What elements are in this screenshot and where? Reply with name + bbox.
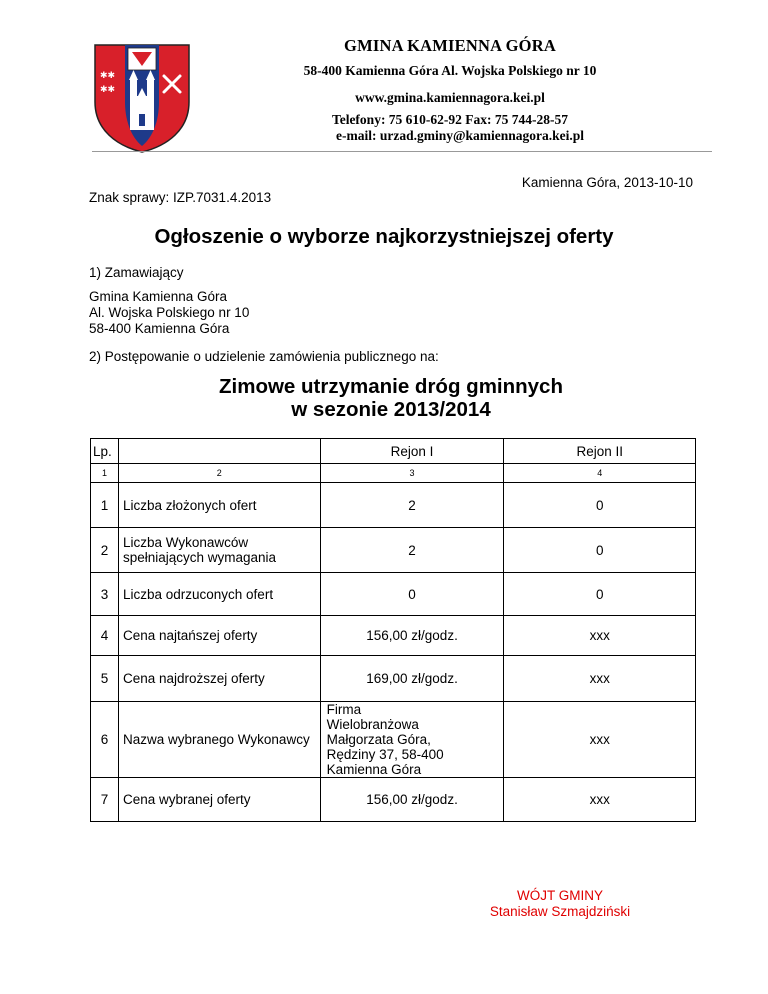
index-cell: 3 [320, 464, 504, 483]
table-index-row [91, 464, 696, 483]
municipality-address: 58-400 Kamienna Góra Al. Wojska Polskiego nr 10 [303, 63, 597, 78]
row-rejon-2: xxx [504, 702, 696, 778]
row-rejon-2: xxx [504, 778, 696, 822]
org-street: Al. Wojska Polskiego nr 10 [89, 305, 250, 320]
row-rejon-2: 0 [504, 573, 696, 616]
page-title: Ogłoszenie o wyborze najkorzystniejszej oferty [154, 225, 614, 248]
table-row [91, 528, 696, 573]
signature-block [480, 888, 640, 920]
svg-text:✱✱: ✱✱ [100, 71, 116, 81]
signature-name: Stanisław Szmajdziński [489, 904, 631, 919]
signature-role: WÓJT GMINY [517, 888, 603, 903]
org-city: 58-400 Kamienna Góra [89, 321, 230, 336]
municipality-email: e-mail: urzad.gminy@kamiennagora.kei.pl [335, 128, 585, 143]
section-2-heading: 2) Postępowanie o udzielenie zamówienia publicznego na: [89, 349, 439, 364]
row-rejon-1: 169,00 zł/godz. [320, 656, 504, 702]
row-rejon-1: 2 [320, 483, 504, 528]
row-label: Liczba Wykonawców spełniających wymagania [118, 528, 320, 573]
svg-text:✱✱: ✱✱ [100, 85, 116, 95]
row-rejon-2: 0 [504, 483, 696, 528]
table-row [91, 656, 696, 702]
municipality-phones: Telefony: 75 610-62-92 Fax: 75 744-28-57 [331, 112, 569, 127]
row-lp: 7 [91, 778, 119, 822]
index-cell: 4 [504, 464, 696, 483]
municipality-website: www.gmina.kamiennagora.kei.pl [355, 90, 545, 105]
row-label: Cena najtańszej oferty [118, 616, 320, 656]
header-rejon-2: Rejon II [504, 439, 696, 464]
municipality-title: GMINA KAMIENNA GÓRA [344, 36, 556, 55]
subject-line-1: Zimowe utrzymanie dróg gminnych [219, 375, 563, 398]
table-header-row [91, 439, 696, 464]
header-description [118, 439, 320, 464]
row-lp: 5 [91, 656, 119, 702]
subject-line-2: w sezonie 2013/2014 [291, 398, 491, 421]
results-table [90, 438, 696, 822]
row-label: Cena najdroższej oferty [118, 656, 320, 702]
table-row [91, 483, 696, 528]
row-rejon-2: xxx [504, 656, 696, 702]
index-cell: 2 [118, 464, 320, 483]
row-lp: 6 [91, 702, 119, 778]
row-rejon-1: Firma Wielobranżowa Małgorzata Góra, Rędziny 37, 58-400 Kamienna Góra [320, 702, 504, 778]
org-name: Gmina Kamienna Góra [89, 289, 228, 304]
row-rejon-1: 156,00 zł/godz. [320, 616, 504, 656]
case-reference: Znak sprawy: IZP.7031.4.2013 [89, 190, 272, 205]
row-label: Liczba złożonych ofert [118, 483, 320, 528]
table-row [91, 778, 696, 822]
row-rejon-2: xxx [504, 616, 696, 656]
row-label: Cena wybranej oferty [118, 778, 320, 822]
document-date: Kamienna Góra, 2013-10-10 [521, 175, 693, 190]
row-lp: 3 [91, 573, 119, 616]
header-divider [92, 151, 712, 152]
row-rejon-1: 0 [320, 573, 504, 616]
row-label: Liczba odrzuconych ofert [118, 573, 320, 616]
row-lp: 2 [91, 528, 119, 573]
header-lp: Lp. [91, 439, 119, 464]
row-lp: 4 [91, 616, 119, 656]
section-1-heading: 1) Zamawiający [89, 265, 184, 280]
index-cell: 1 [91, 464, 119, 483]
table-row [91, 702, 696, 778]
row-label: Nazwa wybranego Wykonawcy [118, 702, 320, 778]
table-row [91, 616, 696, 656]
header-rejon-1: Rejon I [320, 439, 504, 464]
row-rejon-1: 156,00 zł/godz. [320, 778, 504, 822]
row-rejon-1: 2 [320, 528, 504, 573]
coat-of-arms-icon [92, 42, 192, 154]
row-rejon-2: 0 [504, 528, 696, 573]
table-row [91, 573, 696, 616]
row-lp: 1 [91, 483, 119, 528]
